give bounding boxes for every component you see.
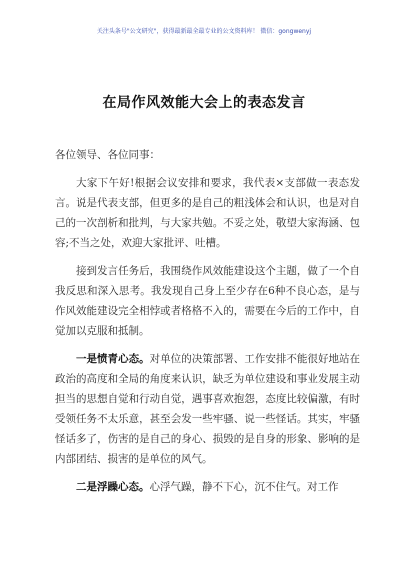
paragraph-text: 大家下午好!根据会议安排和要求，我代表×支部做一表态发言。说是代表支部，但更多的是自己的粗浅体会和认识，也是对自己的一次剖析和批判，与大家共勉。不妥之处，敬望大家海涵、包容;不当之处，欢迎大家批评、吐槽。: [55, 177, 360, 249]
header-banner: 关注头条号"公文研究"，获得最新最全最专业的公文资料库！ 微信：gongwenyj: [96, 28, 312, 35]
paragraph-lead: 一是愤青心态。: [76, 353, 150, 365]
document-body: [55, 145, 360, 505]
paragraph-lead: 二是浮躁心态。: [76, 481, 150, 493]
paragraph-1: [55, 173, 360, 253]
paragraph-text: 对单位的决策部署、工作安排不能很好地站在政治的高度和全局的角度来认识，缺乏为单位建设和事业发展主动担当的思想自觉和行动自觉，遇事喜欢抱怨，态度比较偏激，有时受领任务不太乐意，甚至会发一些牢骚、说一些怪话。其实，牢骚怪话多了，伤害的是自己的身心、损毁的是自身的形象、影响的是内部团结、损害的是单位的风气。: [55, 353, 361, 465]
document-title: 在局作风效能大会上的表态发言: [102, 95, 306, 111]
paragraph-2: [55, 261, 360, 341]
paragraph-3: [55, 349, 360, 469]
paragraph-text: 心浮气躁，静不下心，沉不住气。对工作: [149, 481, 339, 493]
greeting: 各位领导、各位同事：: [55, 149, 160, 161]
paragraph-text: 接到发言任务后，我围绕作风效能建设这个主题，做了一个自我反思和深入思考。我发现自己身上至少存在6种不良心态，是与作风效能建设完全相悖或者格格不入的，需要在今后的工作中，自觉加以克服和抵制。: [55, 265, 360, 337]
paragraph-4: [55, 477, 360, 497]
